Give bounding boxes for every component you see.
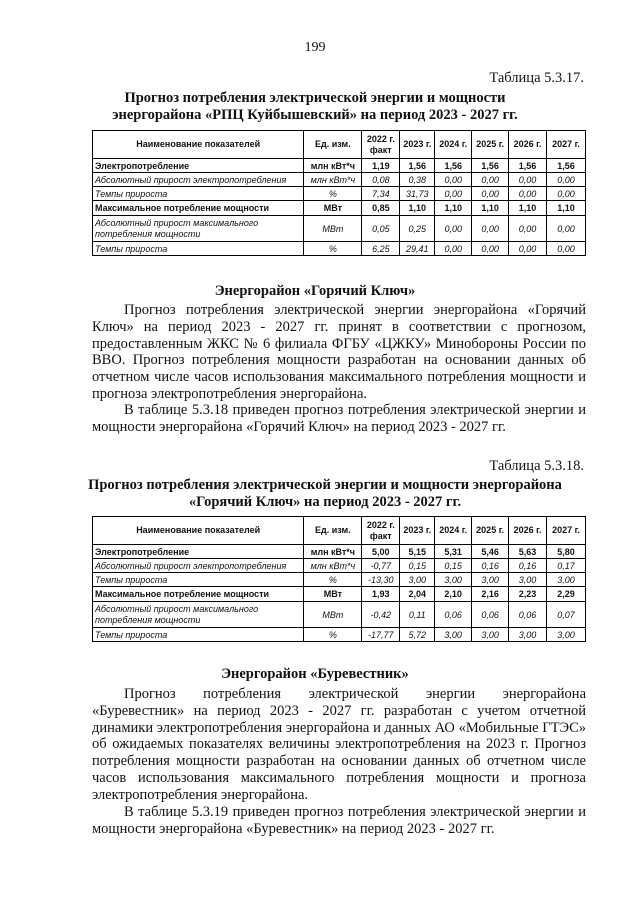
header-year: 2023 г. (400, 131, 435, 159)
cell-value: 1,56 (435, 159, 472, 173)
row-name: Электропотребление (93, 159, 304, 173)
table-row (93, 216, 586, 242)
cell-value: 5,00 (362, 545, 400, 559)
cell-value: 1,56 (400, 159, 435, 173)
cell-value: 5,72 (400, 628, 435, 642)
cell-value: 2,23 (509, 587, 547, 602)
section-heading-burevestnik: Энергорайон «Буревестник» (221, 666, 409, 682)
cell-value: -0,77 (362, 559, 400, 573)
cell-value: 0,06 (472, 602, 509, 628)
row-name: Максимальное потребление мощности (93, 201, 304, 216)
paragraph: Прогноз потребления электрической энергии энергорайона «Буревестник» на период 2023 - 2027 гг. разработан с учетом отчетной динамики электропотребления энергорайона и данных АО «Мобильные ГТЭС» об ожидаемых показателях величины электропотребления на 2023 г. Прогноз потребления мощности разработан на основании данных об отчетном числе часов использования максимального потребления мощности и прогноза электропотребления энергорайона. (92, 686, 586, 803)
header-year: 2025 г. (472, 131, 509, 159)
cell-value: 5,46 (472, 545, 509, 559)
table-row (93, 587, 586, 602)
cell-value: 0,00 (547, 242, 586, 256)
header-unit: Ед. изм. (304, 517, 362, 545)
cell-value: 0,38 (400, 173, 435, 187)
cell-value: 0,07 (547, 602, 586, 628)
cell-value: 2,04 (400, 587, 435, 602)
header-year: 2025 г. (472, 517, 509, 545)
cell-value: 3,00 (435, 628, 472, 642)
row-name: Темпы прироста (93, 628, 304, 642)
cell-value: 6,25 (362, 242, 400, 256)
cell-value: 0,00 (435, 242, 472, 256)
cell-value: 3,00 (435, 573, 472, 587)
row-unit: млн кВт*ч (304, 545, 362, 559)
row-name: Темпы прироста (93, 242, 304, 256)
cell-value: 0,05 (362, 216, 400, 242)
section-heading-goryachiy-klyuch: Энергорайон «Горячий Ключ» (214, 283, 416, 299)
page-number: 199 (304, 40, 326, 55)
cell-value: 1,10 (509, 201, 547, 216)
table-2-title-line1: Прогноз потребления электрической энергии и мощности энергорайона (88, 477, 562, 493)
cell-value: 0,85 (362, 201, 400, 216)
cell-value: 0,00 (509, 173, 547, 187)
row-name: Абсолютный прирост максимального потребления мощности (93, 216, 304, 242)
table-row (93, 173, 586, 187)
cell-value: -0,42 (362, 602, 400, 628)
cell-value: 0,00 (472, 187, 509, 201)
cell-value: 0,00 (547, 173, 586, 187)
cell-value: 0,08 (362, 173, 400, 187)
cell-value: 0,00 (435, 187, 472, 201)
cell-value: 0,25 (400, 216, 435, 242)
row-name: Темпы прироста (93, 187, 304, 201)
row-name: Максимальное потребление мощности (93, 587, 304, 602)
header-year: 2026 г. (509, 517, 547, 545)
cell-value: 3,00 (509, 573, 547, 587)
cell-value: 0,16 (509, 559, 547, 573)
table-1-title-line1: Прогноз потребления электрической энергии и мощности (124, 90, 506, 106)
cell-value: 1,56 (547, 159, 586, 173)
row-unit: МВт (304, 201, 362, 216)
cell-value: -17,77 (362, 628, 400, 642)
cell-value: 2,29 (547, 587, 586, 602)
header-indicator: Наименование показателей (93, 517, 304, 545)
cell-value: 29,41 (400, 242, 435, 256)
cell-value: 2,10 (435, 587, 472, 602)
cell-value: 3,00 (472, 628, 509, 642)
paragraph: В таблице 5.3.19 приведен прогноз потребления электрической энергии и мощности энергорайона «Буревестник» на период 2023 - 2027 гг. (92, 804, 586, 837)
header-year: 2027 г. (547, 517, 586, 545)
paragraph: Прогноз потребления электрической энергии энергорайона «Горячий Ключ» на период 2023 - 2027 гг. принят в соответствии с прогнозом, предоставленным ЖКС № 6 филиала ФГБУ «ЦЖКУ» Минобороны России по ВВО. Прогноз потребления мощности разработан на основании данных об отчетном числе часов использования максимального потребления мощности и прогноза электропотребления энергорайона. (92, 302, 586, 402)
cell-value: 1,10 (435, 201, 472, 216)
table-row (93, 602, 586, 628)
header-year: 2027 г. (547, 131, 586, 159)
cell-value: 2,16 (472, 587, 509, 602)
cell-value: 0,00 (547, 187, 586, 201)
cell-value: 0,00 (472, 216, 509, 242)
row-name: Электропотребление (93, 545, 304, 559)
cell-value: 5,15 (400, 545, 435, 559)
cell-value: 0,00 (435, 216, 472, 242)
header-year: 2026 г. (509, 131, 547, 159)
header-year: 2023 г. (400, 517, 435, 545)
row-unit: млн кВт*ч (304, 173, 362, 187)
cell-value: 3,00 (400, 573, 435, 587)
table-row (93, 559, 586, 573)
header-unit: Ед. изм. (304, 131, 362, 159)
table-1 (92, 130, 586, 256)
row-unit: % (304, 187, 362, 201)
row-unit: МВт (304, 587, 362, 602)
cell-value: 1,10 (400, 201, 435, 216)
cell-value: 3,00 (509, 628, 547, 642)
cell-value: 7,34 (362, 187, 400, 201)
cell-value: 0,15 (400, 559, 435, 573)
cell-value: -13,30 (362, 573, 400, 587)
cell-value: 0,06 (435, 602, 472, 628)
table-row (93, 159, 586, 173)
cell-value: 1,10 (547, 201, 586, 216)
cell-value: 1,56 (472, 159, 509, 173)
cell-value: 1,19 (362, 159, 400, 173)
table-row (93, 201, 586, 216)
row-unit: % (304, 573, 362, 587)
row-unit: % (304, 242, 362, 256)
cell-value: 1,93 (362, 587, 400, 602)
header-indicator: Наименование показателей (93, 131, 304, 159)
cell-value: 0,00 (435, 173, 472, 187)
cell-value: 5,31 (435, 545, 472, 559)
cell-value: 1,10 (472, 201, 509, 216)
row-name: Абсолютный прирост электропотребления (93, 559, 304, 573)
row-name: Абсолютный прирост электропотребления (93, 173, 304, 187)
table-2 (92, 516, 586, 642)
table-row (93, 187, 586, 201)
table-row (93, 628, 586, 642)
cell-value: 5,63 (509, 545, 547, 559)
cell-value: 0,00 (472, 173, 509, 187)
cell-value: 1,56 (509, 159, 547, 173)
table-1-title (80, 90, 550, 124)
cell-value: 3,00 (547, 573, 586, 587)
cell-value: 0,00 (509, 216, 547, 242)
table-row (93, 545, 586, 559)
table-1-caption: Таблица 5.3.17. (489, 70, 584, 86)
header-year: 2022 г. факт (362, 131, 400, 159)
row-unit: % (304, 628, 362, 642)
cell-value: 31,73 (400, 187, 435, 201)
table-row (93, 573, 586, 587)
row-unit: МВт (304, 602, 362, 628)
paragraph: В таблице 5.3.18 приведен прогноз потребления электрической энергии и мощности энергорайона «Горячий Ключ» на период 2023 - 2027 гг. (92, 402, 586, 435)
header-year: 2024 г. (435, 517, 472, 545)
row-name: Темпы прироста (93, 573, 304, 587)
header-year: 2024 г. (435, 131, 472, 159)
row-unit: млн кВт*ч (304, 159, 362, 173)
table-2-title-line2: «Горячий Ключ» на период 2023 - 2027 гг. (188, 494, 462, 510)
table-1-title-line2: энергорайона «РПЦ Куйбышевский» на период 2023 - 2027 гг. (112, 107, 518, 123)
cell-value: 0,16 (472, 559, 509, 573)
table-2-title (70, 477, 580, 511)
cell-value: 0,15 (435, 559, 472, 573)
cell-value: 3,00 (547, 628, 586, 642)
row-unit: МВт (304, 216, 362, 242)
row-name: Абсолютный прирост максимального потребления мощности (93, 602, 304, 628)
table-row (93, 242, 586, 256)
table-2-caption: Таблица 5.3.18. (489, 458, 584, 474)
cell-value: 0,00 (547, 216, 586, 242)
cell-value: 0,00 (509, 187, 547, 201)
cell-value: 0,00 (509, 242, 547, 256)
cell-value: 0,17 (547, 559, 586, 573)
header-year: 2022 г. факт (362, 517, 400, 545)
cell-value: 5,80 (547, 545, 586, 559)
cell-value: 0,06 (509, 602, 547, 628)
row-unit: млн кВт*ч (304, 559, 362, 573)
cell-value: 3,00 (472, 573, 509, 587)
cell-value: 0,00 (472, 242, 509, 256)
cell-value: 0,11 (400, 602, 435, 628)
